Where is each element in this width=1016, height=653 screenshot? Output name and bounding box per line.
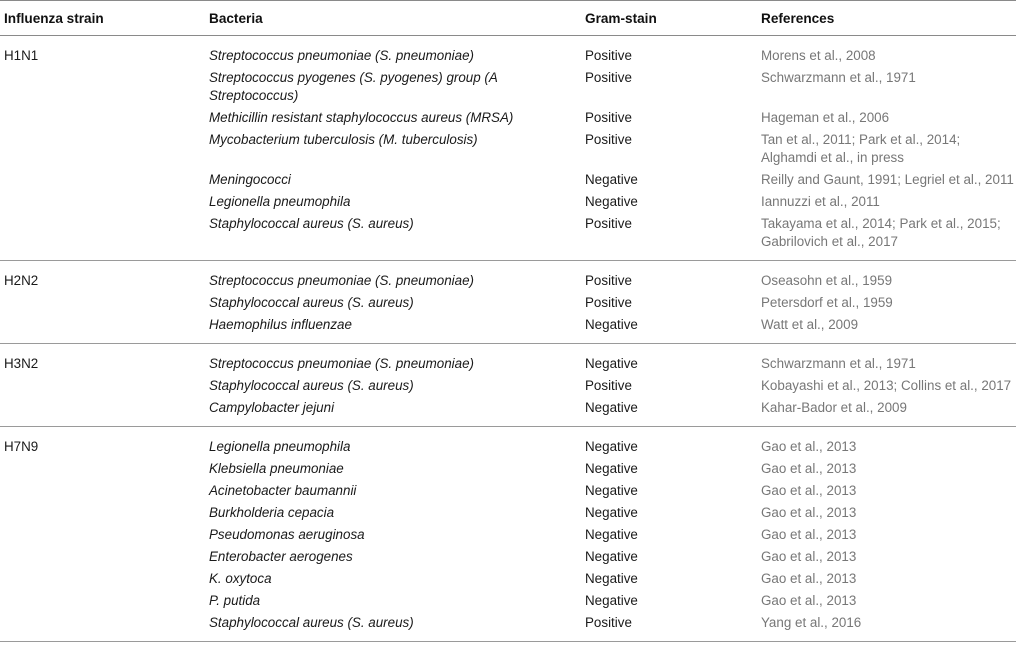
influenza-strain-cell (0, 524, 205, 546)
table-row (0, 546, 1016, 568)
gram-stain-cell: Negative (585, 172, 638, 187)
table-header (0, 1, 1016, 36)
influenza-strain-cell: H1N1 (4, 48, 39, 63)
reference-cell: Gao et al., 2013 (761, 593, 857, 608)
gram-stain-cell: Negative (585, 194, 638, 209)
bacteria-cell: Staphylococcal aureus (S. aureus) (205, 612, 581, 642)
influenza-strain-cell (0, 458, 205, 480)
bacteria-cell: Streptococcus pneumoniae (S. pneumoniae) (209, 273, 474, 288)
table-row (0, 458, 1016, 480)
bacteria-cell: Pseudomonas aeruginosa (209, 527, 365, 542)
reference-cell: Iannuzzi et al., 2011 (761, 194, 880, 209)
reference-cell: Morens et al., 2008 (761, 48, 876, 63)
reference-cell: Gao et al., 2013 (761, 439, 857, 454)
gram-stain-cell: Positive (581, 612, 757, 642)
bacteria-cell: Methicillin resistant staphylococcus aureus (MRSA) (209, 110, 514, 125)
influenza-strain-cell (0, 590, 205, 612)
influenza-strain-cell (0, 546, 205, 568)
influenza-strain-cell: H3N2 (4, 356, 39, 371)
table-row (0, 314, 1016, 344)
gram-stain-cell: Positive (581, 213, 757, 261)
bacteria-cell: Staphylococcal aureus (S. aureus) (205, 213, 581, 261)
bacteria-cell: Streptococcus pneumoniae (S. pneumoniae) (209, 356, 474, 371)
gram-stain-cell: Negative (585, 461, 638, 476)
influenza-strain-cell (0, 107, 205, 129)
table-row (0, 480, 1016, 502)
influenza-strain-cell (0, 169, 205, 191)
influenza-strain-cell: H2N2 (4, 273, 39, 288)
reference-cell: Tan et al., 2011; Park et al., 2014; Alghamdi et al., in press (761, 132, 961, 165)
influenza-strain-cell (0, 314, 205, 344)
influenza-strain-cell (0, 502, 205, 524)
bacteria-cell: Campylobacter jejuni (205, 397, 581, 427)
influenza-strain-cell (0, 213, 205, 261)
influenza-strain-cell (0, 375, 205, 397)
influenza-strain-cell (0, 129, 205, 169)
bacteria-cell: Enterobacter aerogenes (209, 549, 353, 564)
table-row (0, 36, 1016, 68)
bacteria-cell: Meningococci (209, 172, 291, 187)
gram-stain-cell: Negative (585, 549, 638, 564)
gram-stain-cell: Positive (585, 378, 632, 393)
bacteria-cell: Legionella pneumophila (209, 439, 351, 454)
bacteria-cell: Streptococcus pyogenes (S. pyogenes) group (A Streptococcus) (209, 70, 498, 103)
reference-cell: Takayama et al., 2014; Park et al., 2015; Gabrilovich et al., 2017 (757, 213, 1016, 261)
influenza-strain-cell (0, 292, 205, 314)
influenza-strain-cell (0, 568, 205, 590)
table-row (0, 169, 1016, 191)
influenza-strain-cell: H7N9 (4, 439, 39, 454)
influenza-strain-cell (0, 397, 205, 427)
gram-stain-cell: Negative (585, 593, 638, 608)
gram-stain-cell: Negative (581, 314, 757, 344)
gram-stain-cell: Negative (585, 571, 638, 586)
table-row (0, 427, 1016, 459)
table-row (0, 612, 1016, 642)
table-row (0, 568, 1016, 590)
gram-stain-cell: Negative (585, 439, 638, 454)
bacteria-cell: Acinetobacter baumannii (209, 483, 357, 498)
table-row (0, 67, 1016, 107)
gram-stain-cell: Positive (585, 70, 632, 85)
reference-cell: Watt et al., 2009 (757, 314, 1016, 344)
reference-cell: Petersdorf et al., 1959 (761, 295, 893, 310)
bacteria-cell: Mycobacterium tuberculosis (M. tuberculosis) (209, 132, 478, 147)
table-row (0, 397, 1016, 427)
bacteria-cell: Staphylococcal aureus (S. aureus) (209, 378, 414, 393)
header-gram-stain: Gram-stain (581, 1, 757, 36)
reference-cell: Gao et al., 2013 (761, 461, 857, 476)
gram-stain-cell: Negative (585, 505, 638, 520)
gram-stain-cell: Positive (585, 132, 632, 147)
influenza-strain-cell (0, 67, 205, 107)
reference-cell: Schwarzmann et al., 1971 (761, 70, 916, 85)
influenza-strain-cell (0, 480, 205, 502)
bacteria-cell: Staphylococcal aureus (S. aureus) (209, 295, 414, 310)
bacteria-cell: P. putida (209, 593, 261, 608)
bacteria-cell: Streptococcus pneumoniae (S. pneumoniae) (209, 48, 474, 63)
table-row (0, 502, 1016, 524)
table-row (0, 524, 1016, 546)
reference-cell: Schwarzmann et al., 1971 (761, 356, 916, 371)
table-row (0, 213, 1016, 261)
bacteria-cell: Klebsiella pneumoniae (209, 461, 344, 476)
gram-stain-cell: Negative (581, 397, 757, 427)
gram-stain-cell: Positive (585, 273, 632, 288)
table-row (0, 191, 1016, 213)
gram-stain-cell: Positive (585, 295, 632, 310)
influenza-strain-cell (0, 191, 205, 213)
header-references: References (757, 1, 1016, 36)
header-bacteria: Bacteria (205, 1, 581, 36)
influenza-strain-cell (0, 612, 205, 642)
gram-stain-cell: Negative (585, 483, 638, 498)
reference-cell: Gao et al., 2013 (761, 527, 857, 542)
bacteria-cell: K. oxytoca (209, 571, 272, 586)
table-body (0, 36, 1016, 642)
gram-stain-cell: Positive (585, 48, 632, 63)
table-row (0, 375, 1016, 397)
bacteria-cell: Legionella pneumophila (209, 194, 351, 209)
table-row (0, 344, 1016, 376)
reference-cell: Kobayashi et al., 2013; Collins et al., 2017 (761, 378, 1012, 393)
bacteria-cell: Haemophilus influenzae (205, 314, 581, 344)
table-row (0, 107, 1016, 129)
table-row (0, 261, 1016, 293)
reference-cell: Gao et al., 2013 (761, 483, 857, 498)
reference-cell: Kahar-Bador et al., 2009 (757, 397, 1016, 427)
table-row (0, 292, 1016, 314)
reference-cell: Reilly and Gaunt, 1991; Legriel et al., 2011 (761, 172, 1014, 187)
gram-stain-cell: Negative (585, 356, 638, 371)
table-row (0, 590, 1016, 612)
gram-stain-cell: Negative (585, 527, 638, 542)
reference-cell: Oseasohn et al., 1959 (761, 273, 893, 288)
reference-cell: Hageman et al., 2006 (761, 110, 890, 125)
reference-cell: Gao et al., 2013 (761, 505, 857, 520)
reference-cell: Gao et al., 2013 (761, 549, 857, 564)
reference-cell: Yang et al., 2016 (757, 612, 1016, 642)
bacteria-cell: Burkholderia cepacia (209, 505, 335, 520)
gram-stain-cell: Positive (585, 110, 632, 125)
reference-cell: Gao et al., 2013 (761, 571, 857, 586)
header-influenza-strain: Influenza strain (0, 1, 205, 36)
table-row (0, 129, 1016, 169)
header-row (0, 1, 1016, 36)
